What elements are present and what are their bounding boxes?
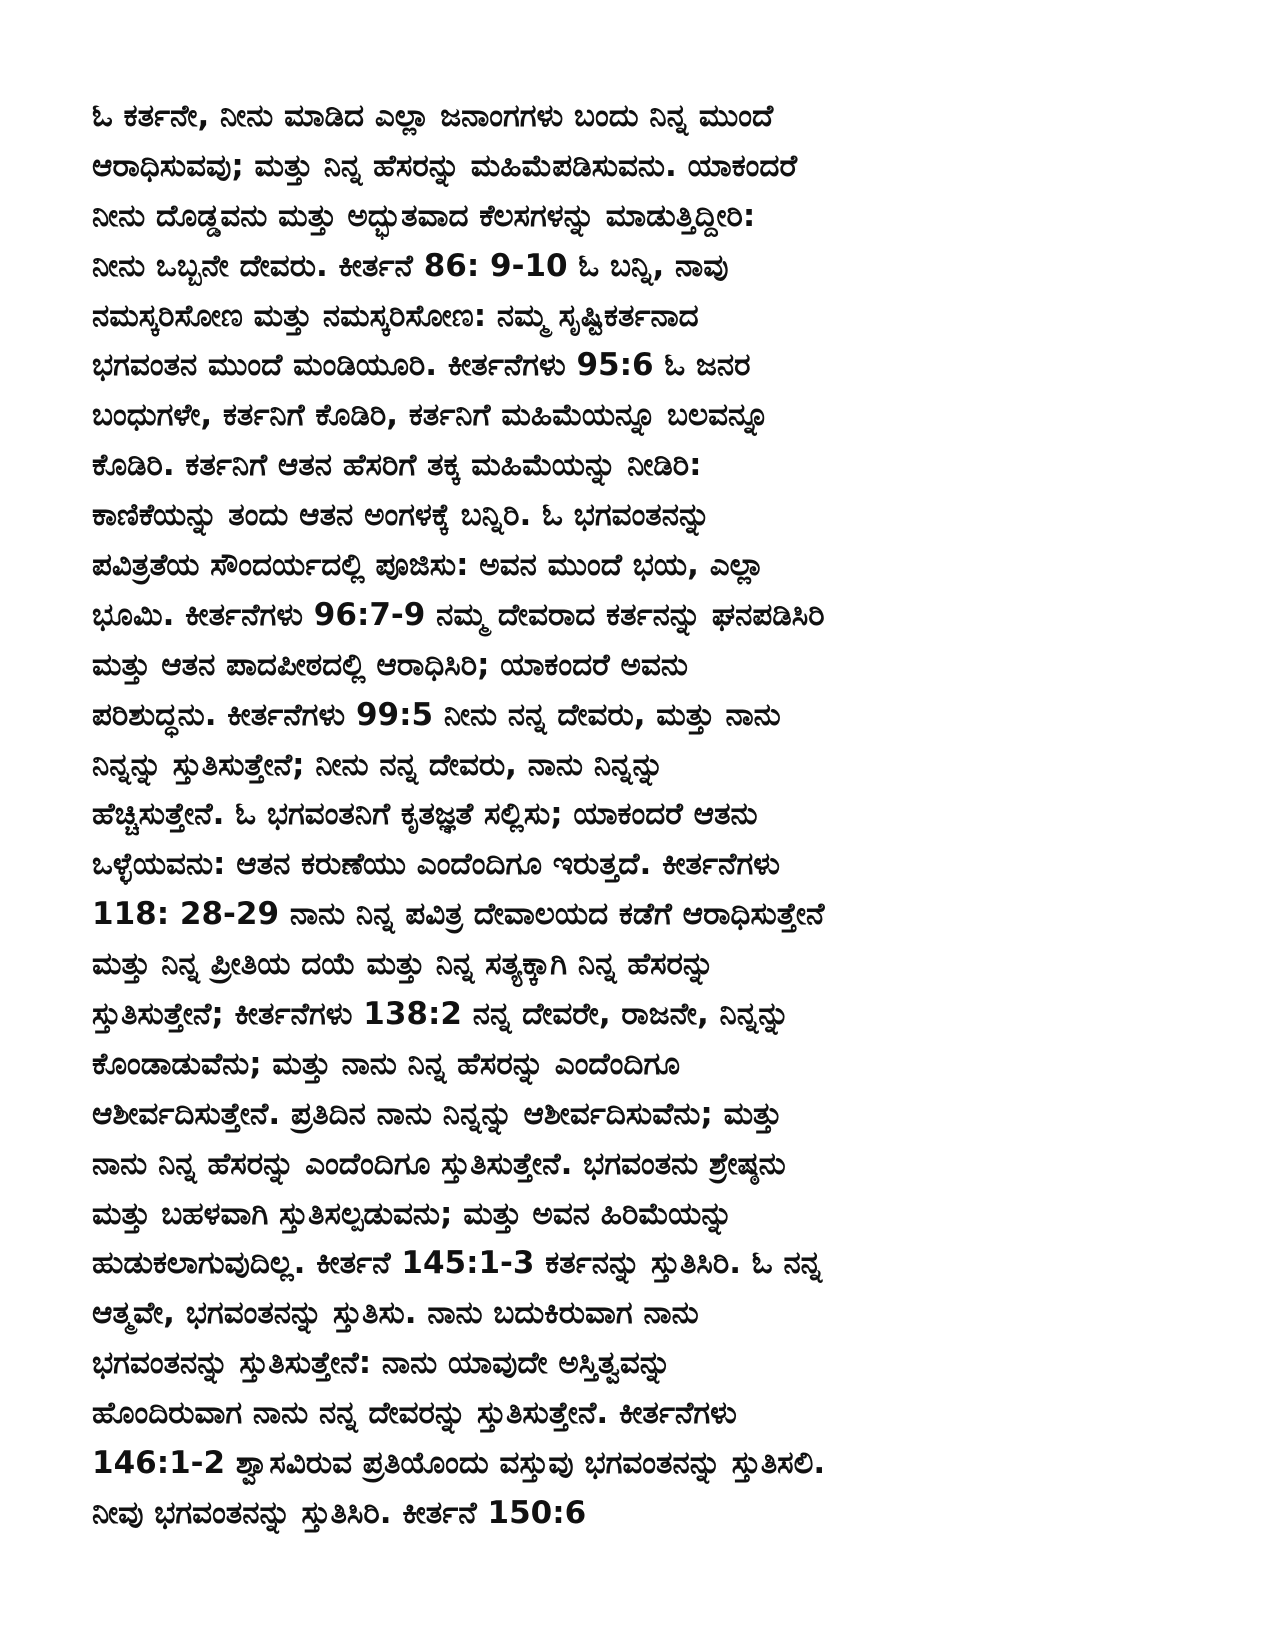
- text-line: ಭೂಮಿ. ಕೀರ್ತನೆಗಳು 96:7-9 ನಮ್ಮ ದೇವರಾದ ಕರ್ತನನ್ನು ಘನಪಡಿಸಿರಿ: [92, 596, 825, 633]
- text-line: ಪವಿತ್ರತೆಯ ಸೌಂದರ್ಯದಲ್ಲಿ ಪೂಜಿಸು: ಅವನ ಮುಂದೆ ಭಯ, ಎಲ್ಲಾ: [92, 547, 765, 584]
- text-line: ನಾನು ನಿನ್ನ ಹೆಸರನ್ನು ಎಂದೆಂದಿಗೂ ಸ್ತುತಿಸುತ್ತೇನೆ. ಭಗವಂತನು ಶ್ರೇಷ್ಠನು: [92, 1145, 786, 1182]
- text-line: ಕಾಣಿಕೆಯನ್ನು ತಂದು ಆತನ ಅಂಗಳಕ್ಕೆ ಬನ್ನಿರಿ. ಓ ಭಗವಂತನನ್ನು: [92, 497, 711, 534]
- text-line: ನೀನು ಒಬ್ಬನೇ ದೇವರು. ಕೀರ್ತನೆ 86: 9-10 ಓ ಬನ್ನಿ, ನಾವು: [92, 247, 729, 284]
- text-line: ಒಳ್ಳೆಯವನು: ಆತನ ಕರುಣೆಯು ಎಂದೆಂದಿಗೂ ಇರುತ್ತದೆ. ಕೀರ್ತನೆಗಳು: [92, 846, 780, 883]
- text-line: ಸ್ತುತಿಸುತ್ತೇನೆ; ಕೀರ್ತನೆಗಳು 138:2 ನನ್ನ ದೇವರೇ, ರಾಜನೇ, ನಿನ್ನನ್ನು: [92, 996, 790, 1033]
- text-line: ಓ ಕರ್ತನೇ, ನೀನು ಮಾಡಿದ ಎಲ್ಲಾ ಜನಾಂಗಗಳು ಬಂದು ನಿನ್ನ ಮುಂದೆ: [92, 98, 774, 134]
- text-line: ಭಗವಂತನನ್ನು ಸ್ತುತಿಸುತ್ತೇನೆ: ನಾನು ಯಾವುದೇ ಅಸ್ತಿತ್ವವನ್ನು: [92, 1345, 672, 1382]
- text-line: 146:1-2 ಶ್ವಾಸವಿರುವ ಪ್ರತಿಯೊಂದು ವಸ್ತುವು ಭಗವಂತನನ್ನು ಸ್ತುತಿಸಲಿ.: [92, 1445, 826, 1482]
- text-line: ನಿನ್ನನ್ನು ಸ್ತುತಿಸುತ್ತೇನೆ; ನೀನು ನನ್ನ ದೇವರು, ನಾನು ನಿನ್ನನ್ನು: [92, 746, 664, 783]
- text-line: ಹೊಂದಿರುವಾಗ ನಾನು ನನ್ನ ದೇವರನ್ನು ಸ್ತುತಿಸುತ್ತೇನೆ. ಕೀರ್ತನೆಗಳು: [92, 1395, 737, 1432]
- text-line: ಮತ್ತು ನಿನ್ನ ಪ್ರೀತಿಯ ದಯೆ ಮತ್ತು ನಿನ್ನ ಸತ್ಯಕ್ಕಾಗಿ ನಿನ್ನ ಹೆಸರನ್ನು: [92, 946, 715, 983]
- text-line: ಮತ್ತು ಬಹಳವಾಗಿ ಸ್ತುತಿಸಲ್ಪಡುವನು; ಮತ್ತು ಅವನ ಹಿರಿಮೆಯನ್ನು: [92, 1195, 733, 1232]
- text-line: ಆರಾಧಿಸುವವು; ಮತ್ತು ನಿನ್ನ ಹೆಸರನ್ನು ಮಹಿಮೆಪಡಿಸುವನು. ಯಾಕಂದರೆ: [92, 147, 798, 184]
- text-line: ಹುಡುಕಲಾಗುವುದಿಲ್ಲ. ಕೀರ್ತನೆ 145:1-3 ಕರ್ತನನ್ನು ಸ್ತುತಿಸಿರಿ. ಓ ನನ್ನ: [92, 1245, 823, 1282]
- text-line: ಬಂಧುಗಳೇ, ಕರ್ತನಿಗೆ ಕೊಡಿರಿ, ಕರ್ತನಿಗೆ ಮಹಿಮೆಯನ್ನೂ ಬಲವನ್ನೂ: [92, 397, 770, 434]
- text-line: ನಮಸ್ಕರಿಸೋಣ ಮತ್ತು ನಮಸ್ಕರಿಸೋಣ: ನಮ್ಮ ಸೃಷ್ಟಿಕರ್ತನಾದ: [92, 297, 699, 334]
- text-line: ಆತ್ಮವೇ, ಭಗವಂತನನ್ನು ಸ್ತುತಿಸು. ನಾನು ಬದುಕಿರುವಾಗ ನಾನು: [92, 1295, 699, 1332]
- text-line: ಹೆಚ್ಚಿಸುತ್ತೇನೆ. ಓ ಭಗವಂತನಿಗೆ ಕೃತಜ್ಞತೆ ಸಲ್ಲಿಸು; ಯಾಕಂದರೆ ಆತನು: [92, 796, 758, 833]
- text-line: ಮತ್ತು ಆತನ ಪಾದಪೀಠದಲ್ಲಿ ಆರಾಧಿಸಿರಿ; ಯಾಕಂದರೆ ಅವನು: [92, 646, 688, 683]
- text-line: ಕೊಂಡಾಡುವೆನು; ಮತ್ತು ನಾನು ನಿನ್ನ ಹೆಸರನ್ನು ಎಂದೆಂದಿಗೂ: [92, 1045, 680, 1082]
- text-line: 118: 28-29 ನಾನು ನಿನ್ನ ಪವಿತ್ರ ದೇವಾಲಯದ ಕಡೆಗೆ ಆರಾಧಿಸುತ್ತೇನೆ: [92, 896, 825, 933]
- text-line: ಭಗವಂತನ ಮುಂದೆ ಮಂಡಿಯೂರಿ. ಕೀರ್ತನೆಗಳು 95:6 ಓ ಜನರ: [92, 347, 751, 384]
- text-line: ಪರಿಶುದ್ಧನು. ಕೀರ್ತನೆಗಳು 99:5 ನೀನು ನನ್ನ ದೇವರು, ಮತ್ತು ನಾನು: [92, 696, 781, 733]
- text-line: ಆಶೀರ್ವದಿಸುತ್ತೇನೆ. ಪ್ರತಿದಿನ ನಾನು ನಿನ್ನನ್ನು ಆಶೀರ್ವದಿಸುವೆನು; ಮತ್ತು: [92, 1095, 782, 1132]
- text-line: ನೀವು ಭಗವಂತನನ್ನು ಸ್ತುತಿಸಿರಿ. ಕೀರ್ತನೆ 150:6: [92, 1494, 587, 1531]
- body-text: [92, 92, 1212, 1539]
- text-line: ನೀನು ದೊಡ್ಡವನು ಮತ್ತು ಅದ್ಭುತವಾದ ಕೆಲಸಗಳನ್ನು ಮಾಡುತ್ತಿದ್ದೀರಿ:: [92, 197, 756, 234]
- text-line: ಕೊಡಿರಿ. ಕರ್ತನಿಗೆ ಆತನ ಹೆಸರಿಗೆ ತಕ್ಕ ಮಹಿಮೆಯನ್ನು ನೀಡಿರಿ:: [92, 447, 702, 484]
